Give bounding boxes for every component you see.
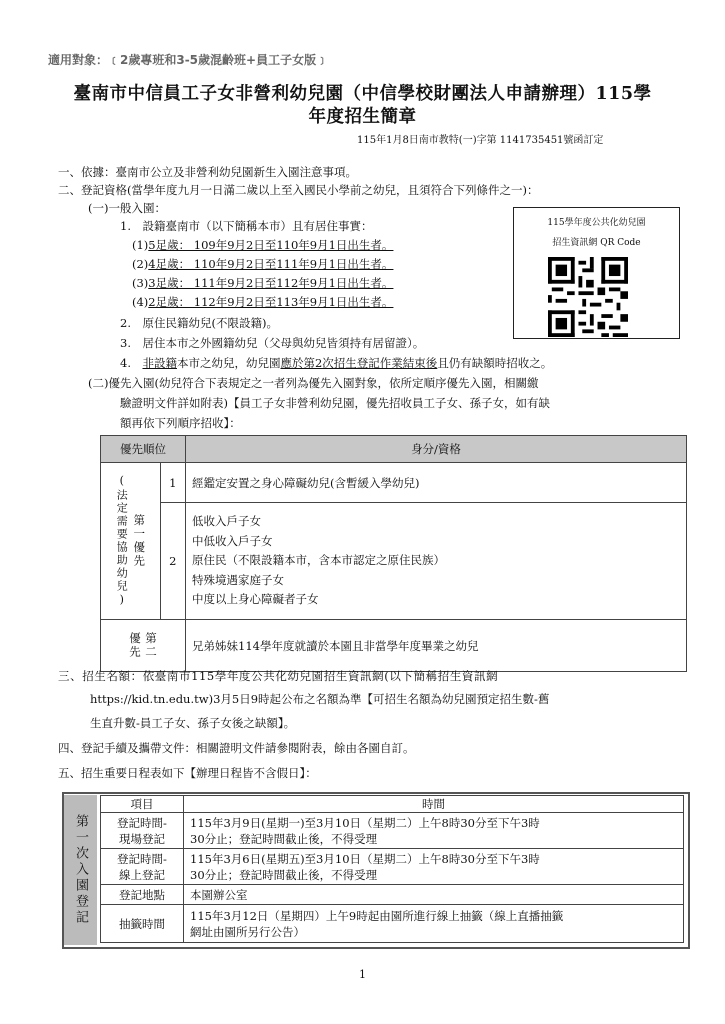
section-2: 二、登記資格(當學年度九月一日滿二歲以上至入國民小學前之幼兒，且須符合下列條件之一)： (58, 183, 539, 197)
schedule-side-label-wrap (66, 795, 95, 945)
schedule-time: 115年3月6日(星期五)至3月10日（星期二）上午8時30分至下午3時 30分止；登記時間截止後，不得受理 (184, 849, 684, 885)
section-2-1-2: 2. 原住民籍幼兒(不限設籍)。 (120, 316, 278, 330)
age-row-2: (2)4足歲： 110年9月2日至111年9月1日出生者。 (132, 257, 394, 271)
first-priority-label: 第一優先 (132, 514, 147, 568)
section-2-1-3: 3. 居住本市之外國籍幼兒（父母與幼兒皆須持有居留證）。 (120, 336, 425, 350)
priority-header-identity: 身分/資格 (186, 436, 687, 463)
priority-row-3: 兄弟姊妹114學年度就讀於本園且非當學年度畢業之幼兒 (186, 620, 687, 672)
section-2-2-line-2: 驗證明文件詳如附表)【員工子女非營利幼兒園，優先招收員工子女、孫子女，如有缺 (120, 396, 550, 410)
schedule-item: 登記地點 (101, 885, 184, 905)
schedule-header-time: 時間 (184, 796, 684, 813)
schedule-item: 登記時間- 現場登記 (101, 813, 184, 849)
page-number: 1 (359, 968, 366, 981)
section-3-line-3: 生直升數-員工子女、孫子女後之缺額】。 (90, 716, 296, 730)
qr-code-icon[interactable] (548, 257, 628, 337)
schedule-item: 登記時間- 線上登記 (101, 849, 184, 885)
section-3-line-2: https://kid.tn.edu.tw)3月5日9時起公布之名額為準【可招生名額為幼兒園預定招生數-舊 (90, 692, 550, 706)
section-2-1-4: 4. 非設籍本市之幼兒，幼兒園應於第2次招生登記作業結束後且仍有缺額時招收之。 (120, 356, 553, 370)
first-priority-cell (101, 463, 161, 620)
schedule-time: 115年3月9日(星期一)至3月10日（星期二）上午8時30分至下午3時 30分止；登記時間截止後，不得受理 (184, 813, 684, 849)
section-2-1: (一)一般入園： (88, 201, 166, 215)
age-row-4: (4)2足歲： 112年9月2日至113年9月1日出生者。 (132, 295, 394, 309)
second-priority-label: 第二優先 (128, 632, 158, 659)
schedule-side-label: 第一次入園登記 (73, 814, 88, 926)
audience-label: 適用對象：﹝2歲專班和3-5歲混齡班+員工子女版﹞ (48, 53, 329, 67)
schedule-table (100, 795, 684, 943)
identity-item: 原住民（不限設籍本市，含本市認定之原住民族） (192, 553, 445, 568)
schedule-header-item: 項目 (101, 796, 184, 813)
age-row-1: (1)5足歲： 109年9月2日至110年9月1日出生者。 (132, 238, 394, 252)
identity-item: 中度以上身心障礙者子女 (192, 592, 319, 607)
section-2-2-line-1: (二)優先入園(幼兒符合下表規定之一者列為優先入園對象，依所定順序優先入園，相關繳 (88, 376, 539, 390)
section-3-line-1: 三、招生名額：依臺南市115學年度公共化幼兒園招生資訊網(以下簡稱招生資訊網 (58, 669, 499, 683)
identity-item: 特殊境遇家庭子女 (192, 572, 284, 587)
title-line-1: 臺南市中信員工子女非營利幼兒園（中信學校財團法人申請辦理）115學 (73, 84, 652, 104)
identity-item: 中低收入戶子女 (192, 533, 273, 548)
first-priority-sub: (法定需要協助幼兒) (115, 474, 129, 608)
priority-num-2: 2 (160, 503, 186, 620)
title-line-2: 年度招生簡章 (308, 107, 417, 127)
priority-header-order: 優先順位 (101, 436, 186, 463)
qr-caption-1: 115學年度公共化幼兒園 (547, 218, 646, 228)
schedule-item: 抽籤時間 (101, 905, 184, 943)
schedule-time: 本園辦公室 (184, 885, 684, 905)
section-1: 一、依據：臺南市公立及非營利幼兒園新生入園注意事項。 (58, 165, 357, 179)
second-priority-cell (101, 620, 186, 672)
priority-table (100, 435, 687, 672)
qr-caption-2: 招生資訊網 QR Code (552, 238, 641, 248)
document-reference: 115年1月8日南市教特(一)字第 1141735451號函訂定 (357, 135, 604, 146)
section-4: 四、登記手續及攜帶文件：相關證明文件請參閱附表，餘由各園自訂。 (58, 741, 415, 755)
identity-item: 低收入戶子女 (192, 514, 261, 529)
section-5: 五、招生重要日程表如下【辦理日程皆不含假日】： (58, 766, 317, 780)
priority-num-1: 1 (160, 463, 186, 503)
age-row-3: (3)3足歲： 111年9月2日至112年9月1日出生者。 (132, 276, 394, 290)
section-2-1-1: 1. 設籍臺南市（以下簡稱本市）且有居住事實： (120, 219, 373, 233)
schedule-time: 115年3月12日（星期四）上午9時起由園所進行線上抽籤（線上直播抽籤 網址由園所另行公告） (184, 905, 684, 943)
qr-code-box (513, 207, 680, 339)
priority-row-1: 經鑑定安置之身心障礙幼兒(含暫緩入學幼兒) (186, 463, 687, 503)
section-2-2-line-3: 額再依下列順序招收】： (120, 416, 241, 430)
priority-row-2 (186, 503, 687, 620)
